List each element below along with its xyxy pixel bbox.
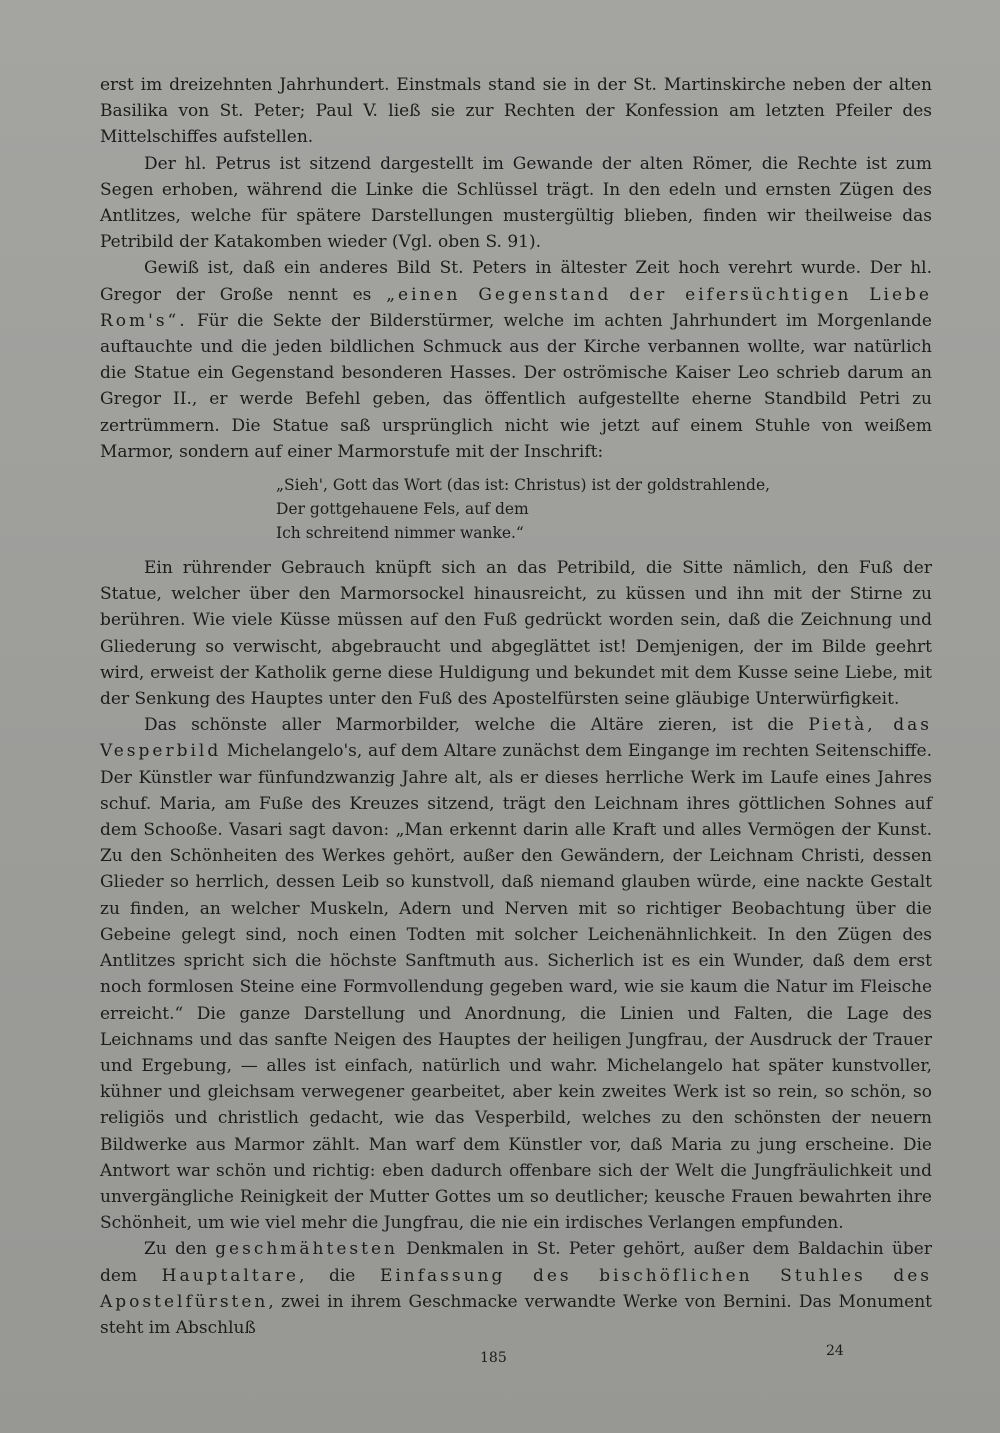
paragraph-4-text: Ein rührender Gebrauch knüpft sich an das Petribild, die Sitte nämlich, den Fuß der Statue, welcher über den Marmorsockel hinausreicht, zu küssen und ihn mit der Stirne zu berühren. Wie viele Küsse müssen auf den Fuß gedrückt worden sein, daß die Zeichnung und Gliederung so verwischt, abgebraucht und abgeglättet ist! Demjenigen, der im Bilde geehrt wird, erweist der Katholik gerne diese Huldigung und bekundet mit dem Kusse seine Liebe, mit der Senkung des Hauptes unter den Fuß des Apostelfürsten seine gläubige Unterwürfigkeit. (100, 558, 932, 710)
paragraph-2-text: Der hl. Petrus ist sitzend dargestellt im Gewande der alten Römer, die Rechte ist zum Segen erhoben, während die Linke die Schlüssel trägt. In den edeln und ernsten Zügen des Antlitzes, welche für spätere Darstellungen mustergültig blieben, finden wir theilweise das Petribild der Katakomben wieder (Vgl. oben S. 91). (100, 153, 932, 253)
paragraph-6-emphasis-3: Einfassung des bischöflichen Stuhles des Apostelfürsten (100, 1265, 933, 1312)
signature-mark: 24 (826, 1343, 844, 1359)
page-number: 185 (480, 1350, 507, 1366)
paragraph-1 (100, 72, 932, 151)
paragraph-5-text-b: Michelangelo's, auf dem Altare zunächst dem Eingange im rechten Seitenschiffe. Der Künstler war fünfundzwanzig Jahre alt, als er dieses herrliche Werk im Laufe eines Jahres schuf. Maria, am Fuße des Kreuzes sitzend, trägt den Leichnam ihres göttlichen Sohnes auf dem Schooße. Vasari sagt davon: „Man erkennt darin alle Kraft und alles Vermögen der Kunst. Zu den Schönheiten des Werkes gehört, außer den Gewändern, der Leichnam Christi, dessen Glieder so herrlich, dessen Leib so kunstvoll, daß niemand glauben würde, eine nackte Gestalt zu finden, an welcher Muskeln, Adern und Nerven mit so richtiger Beobachtung über die Gebeine gelegt sind, noch einen Todten mit solcher Leichenähnlichkeit. In den Zügen des Antlitzes spricht sich die höchste Sanftmuth aus. Sicherlich ist es ein Wunder, daß dem erst noch formlosen Steine eine Formvollendung gegeben ward, wie sie kaum die Natur im Fleische erreicht.“ Die ganze Darstellung und Anordnung, die Linien und Falten, die Lage des Leichnams und das sanfte Neigen des Hauptes der heiligen Jungfrau, der Ausdruck der Trauer und Ergebung, — alles ist einfach, natürlich und wahr. Michelangelo hat später kunstvoller, kühner und gleichsam verwegener gearbeitet, aber kein zweites Werk ist so rein, so schön, so religiös und christlich gedacht, wie das Vesperbild, welches zu den schönsten der neuern Bildwerke aus Marmor zählt. Man warf dem Künstler vor, daß Maria zu jung erscheine. Die Antwort war schön und richtig: eben dadurch offenbare sich der Welt die Jungfräulichkeit und unvergängliche Reinigkeit der Mutter Gottes um so deutlicher; keusche Frauen bewahrten ihre Schönheit, um wie viel mehr die Jungfrau, die nie ein irdisches Verlangen empfunden. (100, 741, 932, 1234)
paragraph-6-text-b: Denkmalen in St. Peter gehört, außer dem Baldachin über dem (100, 1239, 932, 1286)
paragraph-3-quote: „einen Gegenstand der eifersüchtigen Liebe Rom's“. (100, 284, 932, 331)
paragraph-5-text-a: Das schönste aller Marmorbilder, welche die Altäre zieren, ist die (144, 715, 809, 736)
paragraph-6 (100, 1236, 932, 1341)
paragraph-1-text: erst im dreizehnten Jahrhundert. Einstmals stand sie in der St. Martinskirche neben der alten Basilika von St. Peter; Paul V. ließ sie zur Rechten der Konfession am letzten Pfeiler des Mittelschiffes aufstellen. (100, 75, 932, 148)
paragraph-6-text-d: , zwei in ihrem Geschmacke verwandte Werke von Bernini. Das Monument steht im Abschluß (100, 1291, 932, 1338)
paragraph-6-emphasis-2: Hauptaltare (161, 1265, 299, 1286)
paragraph-5-emphasis: Pietà, das Vesperbild (100, 715, 933, 762)
verse-line-1: „Sieh', Gott das Wort (das ist: Christus) ist der goldstrahlende, (276, 476, 771, 495)
paragraph-5 (100, 712, 932, 1236)
paragraph-6-text-a: Zu den (144, 1239, 216, 1260)
paragraph-3 (100, 255, 932, 465)
verse-line-2: Der gottgehauene Fels, auf dem (276, 500, 529, 519)
paragraph-3-text-b: Für die Sekte der Bilderstürmer, welche im achten Jahrhundert im Morgenlande auftauchte und die jeden bildlichen Schmuck aus der Kirche verbannen wollte, war natürlich die Statue ein Gegenstand besonderen Hasses. Der oströmische Kaiser Leo schrieb darum an Gregor II., er werde Befehl geben, das öffentlich aufgestellte eherne Standbild Petri zu zertrümmern. Die Statue saß ursprünglich nicht wie jetzt auf einem Stuhle von weißem Marmor, sondern auf einer Marmorstufe mit der Inschrift: (100, 310, 932, 462)
paragraph-2 (100, 151, 932, 256)
verse-line-3: Ich schreitend nimmer wanke.“ (276, 524, 524, 543)
paragraph-4 (100, 555, 932, 712)
paragraph-3-text-a: Gewiß ist, daß ein anderes Bild St. Peters in ältester Zeit hoch verehrt wurde. Der hl. Gregor der Große nennt es (100, 258, 932, 305)
inscription-verse (276, 473, 932, 545)
paragraph-6-text-c: , die (299, 1265, 380, 1286)
paragraph-6-emphasis-1: geschmähtesten (215, 1239, 398, 1260)
body-text (100, 72, 932, 1341)
